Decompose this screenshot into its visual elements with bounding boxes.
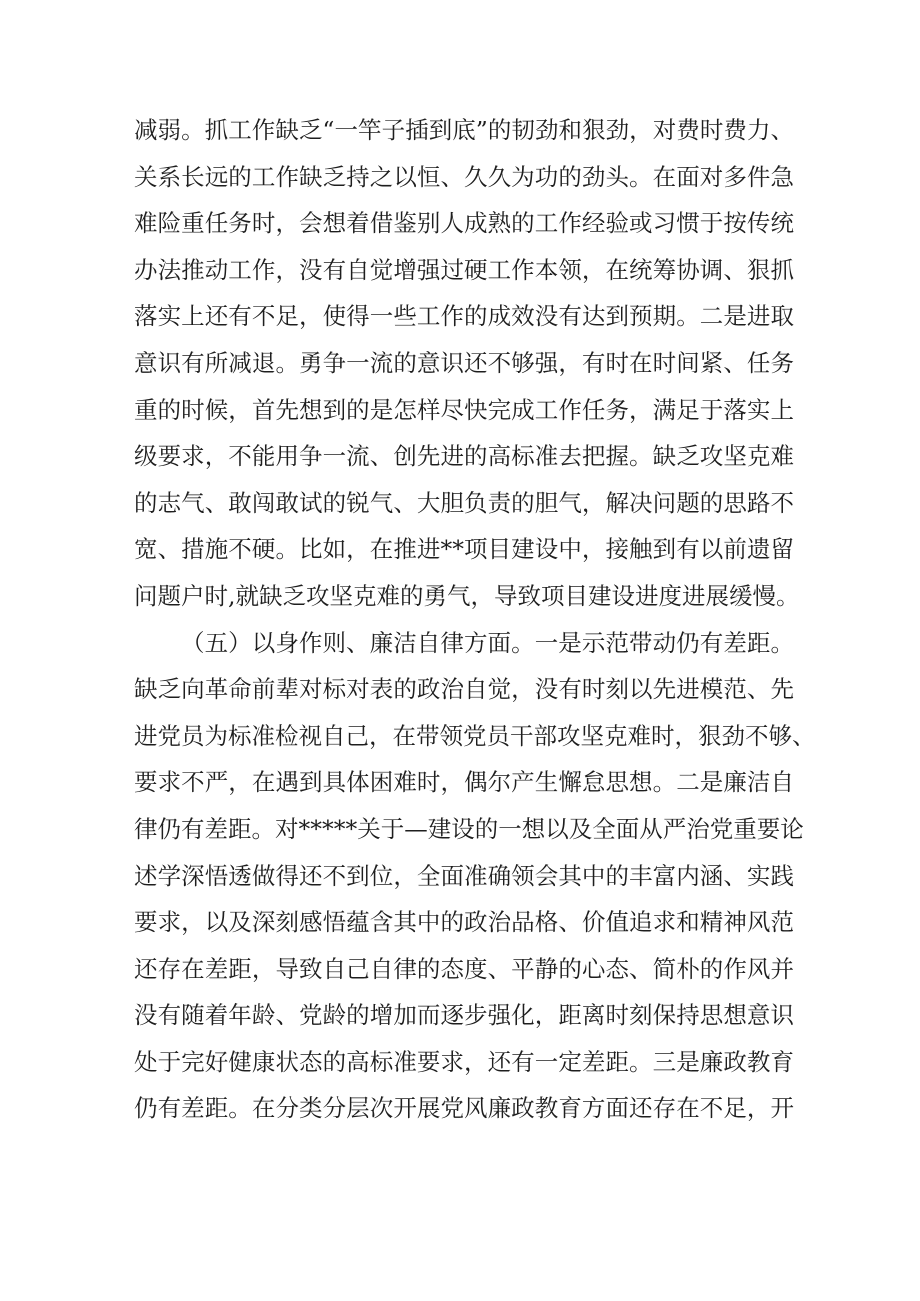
text-line: 还存在差距，导致自己自律的态度、平静的心态、简朴的作风并 [134, 954, 794, 983]
text-line: 没有随着年龄、党龄的增加而逐步强化，距离时刻保持思想意识 [134, 1001, 794, 1030]
text-line: 关系长远的工作缺乏持之以恒、久久为功的劲头。在面对多件急 [134, 162, 794, 191]
text-line: 进党员为标准检视自己，在带领党员干部攻坚克难时，狠劲不够、 [134, 721, 816, 750]
text-line: 宽、措施不硬。比如，在推进**项目建设中，接触到有以前遗留 [134, 535, 794, 564]
text-line: 仍有差距。在分类分层次开展党风廉政教育方面还存在不足，开 [134, 1094, 794, 1123]
paragraph-1 [134, 107, 800, 620]
text-line: 缺乏向革命前辈对标对表的政治自觉，没有时刻以先进模范、先 [134, 675, 794, 704]
text-line: 落实上还有不足，使得一些工作的成效没有达到预期。二是进取 [134, 302, 794, 331]
text-line: 难险重任务时，会想着借鉴别人成熟的工作经验或习惯于按传统 [134, 209, 794, 238]
text-line: 减弱。抓工作缺乏“一竿子插到底”的韧劲和狠劲，对费时费力、 [134, 116, 794, 144]
text-line: 要求不严，在遇到具体困难时，偶尔产生懈怠思想。二是廉洁自 [134, 768, 794, 797]
text-line: 办法推动工作，没有自觉增强过硬工作本领，在统筹协调、狠抓 [134, 255, 794, 284]
text-line: 意识有所减退。勇争一流的意识还不够强，有时在时间紧、任务 [134, 348, 794, 377]
text-line: 级要求，不能用争一流、创先进的高标准去把握。缺乏攻坚克难 [134, 442, 794, 471]
text-line: 问题户时,就缺乏攻坚克难的勇气，导致项目建设进度进展缓慢。 [134, 581, 800, 610]
document-body [134, 107, 816, 1132]
section-heading-line: （五）以身作则、廉洁自律方面。一是示范带动仍有差距。 [181, 628, 794, 657]
text-line: 重的时候，首先想到的是怎样尽快完成工作任务，满足于落实上 [134, 395, 794, 424]
text-line: 律仍有差距。对*****关于—建设的一想以及全面从严治党重要论 [134, 814, 804, 843]
text-line: 要求，以及深刻感悟蕴含其中的政治品格、价值追求和精神风范 [134, 908, 794, 937]
text-line: 的志气、敢闯敢试的锐气、大胆负责的胆气，解决问题的思路不 [134, 488, 794, 517]
text-line: 述学深悟透做得还不到位，全面准确领会其中的丰富内涵、实践 [134, 861, 794, 890]
text-line: 处于完好健康状态的高标准要求，还有一定差距。三是廉政教育 [134, 1047, 794, 1076]
paragraph-2 [134, 620, 816, 1133]
